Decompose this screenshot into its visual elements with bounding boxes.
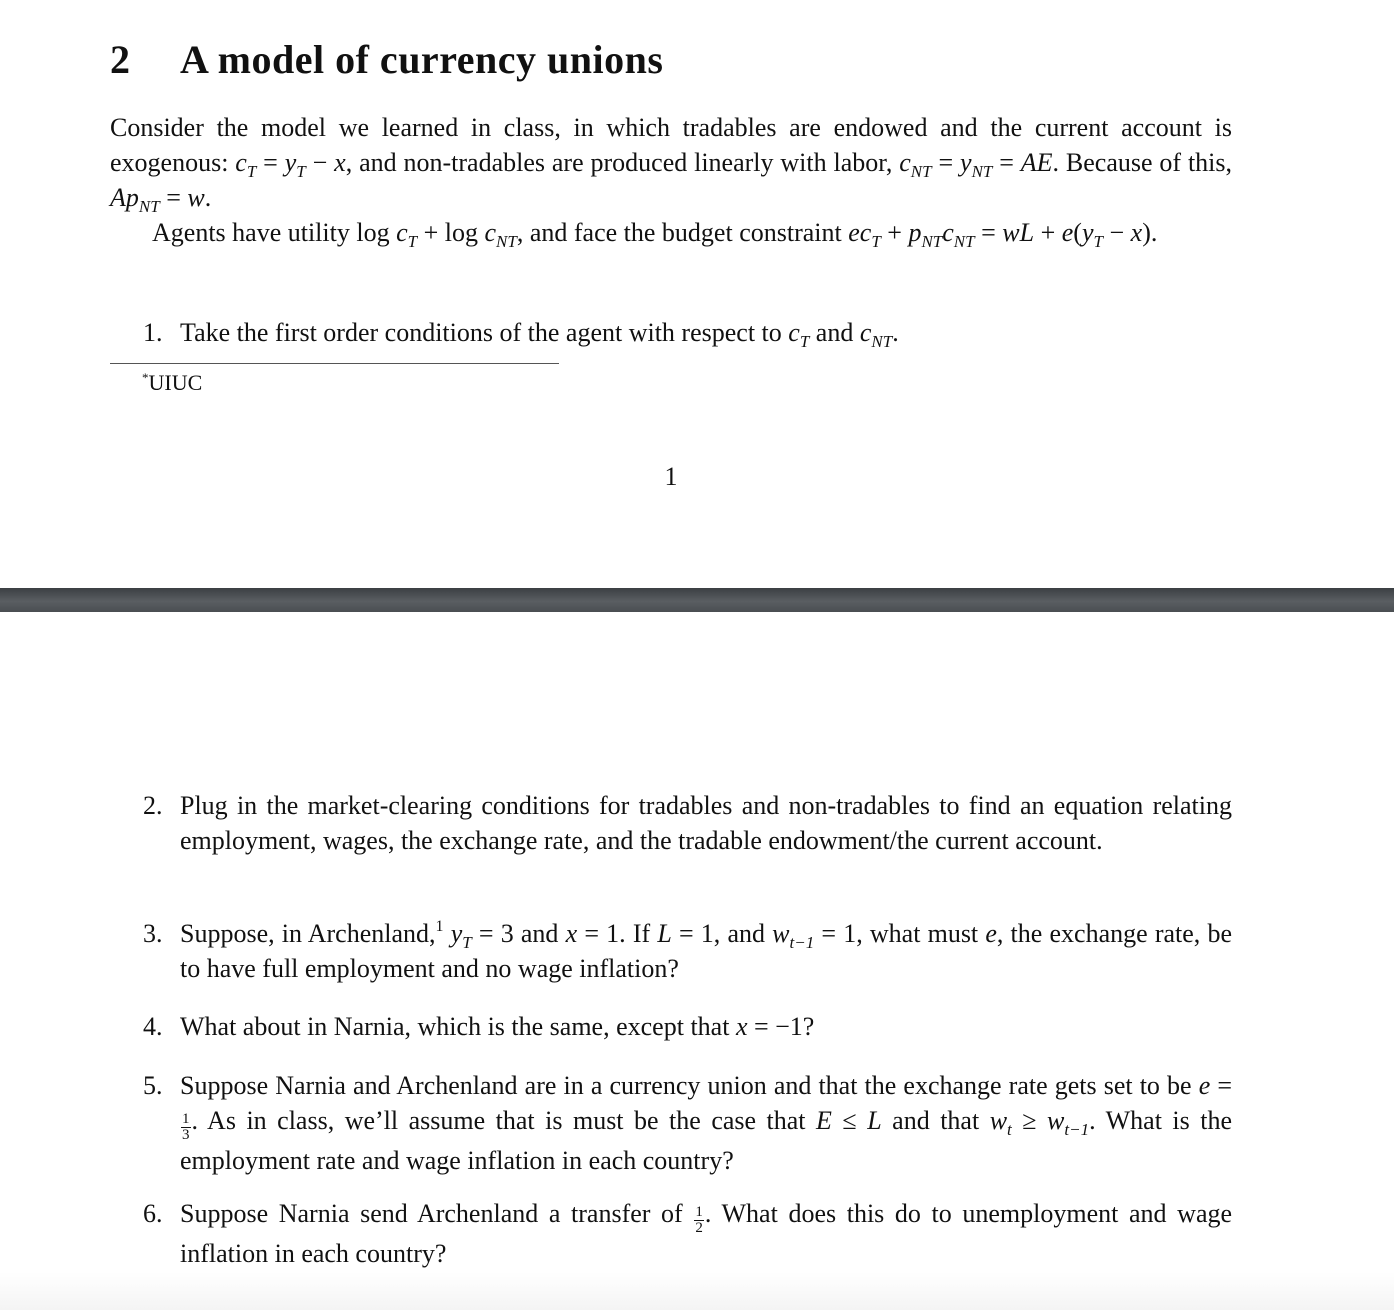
page-number: 1 [664,462,678,491]
section-title: A model of currency unions [180,37,664,82]
section-number: 2 [110,37,131,82]
list-item-6: 6. Suppose Narnia send Archenland a transfer of $\frac{1}{2}$ . What does this do to unemployment and wage inflation in each country? [143,1199,1233,1268]
fraction-one-third: $\frac{1}{3}$ [182,1111,190,1143]
list-item-4: 4. What about in Narnia, which is the same, except that x = −1? [143,1012,815,1041]
list-item-3: 3. Suppose, in Archenland,$^1$ $y_T = 3$ and x = 1. If L = 1, and $w_{t-1} = 1$, what must e, the exchange rate, be to have full employment and no wage inflation? [143,918,1232,983]
intro-paragraph [110,110,1232,250]
footnote: *UIUC [142,370,203,395]
list-item-2: 2. Plug in the market-clearing conditions for tradables and non-tradables to find an equation relating employment, wages, the exchange rate, and the tradable endowment/the current account. [143,791,1232,855]
page-1 [0,0,1394,588]
section-heading [110,36,663,83]
fraction-one-half: $\frac{1}{2}$ [695,1204,703,1236]
list-item-1: 1. Take the first order conditions of the agent with respect to $c_T$ and $c_{NT}$. [143,318,899,351]
paragraph-1: Consider the model we learned in class, in which tradables are endowed and the current account is exogenous: $c_T = y_T - x$, and non-tradables are produced linearly with labor, $c_{NT} = y_{NT}$ = AE. Because of this, $Ap_{NT} = w$. [110,113,1233,216]
page-2 [0,612,1394,1310]
footnote-rule [110,363,559,364]
page-separator [0,588,1394,612]
list-item-5: 5. Suppose Narnia and Archenland are in a currency union and that the exchange rate gets set to be e = $\frac{1}{3}$ . As in class, we’ll assume that is must be the case that E ≤ L and that $w_t \ge w_{t-1}$. What is the employment rate and wage inflation in each country? [143,1071,1233,1175]
paragraph-2: Agents have utility $\log c_T + \log c_{NT}$, and face the budget constraint $ec_T + p_{NT}c_{NT}$ = wL + $e(y_T - x)$. [152,218,1158,251]
